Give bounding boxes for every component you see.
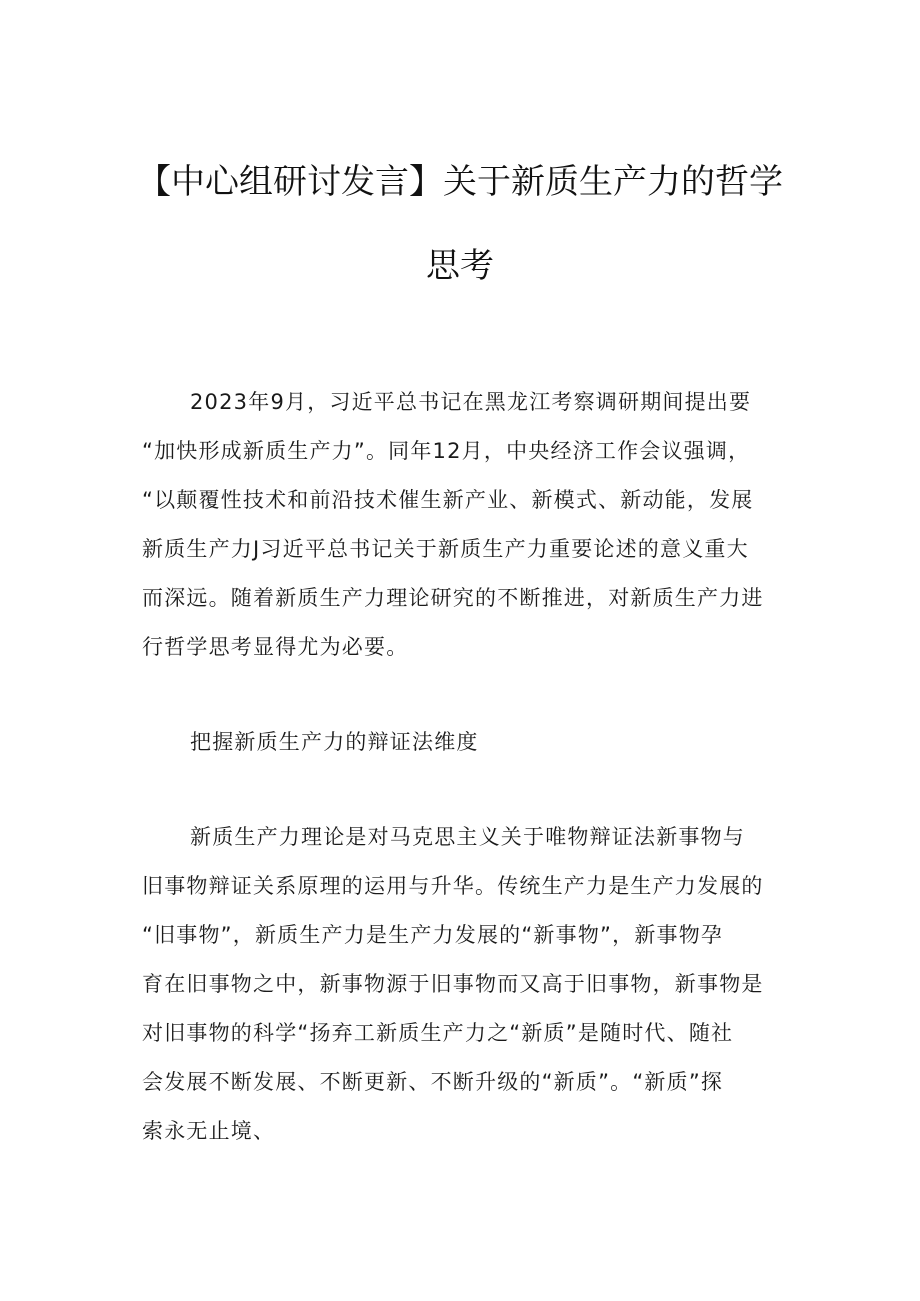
paragraph-line: 而深远。随着新质生产力理论研究的不断推进，对新质生产力进 xyxy=(142,586,764,610)
paragraph-line: 新质生产力J习近平总书记关于新质生产力重要论述的意义重大 xyxy=(142,537,749,561)
paragraph-intro xyxy=(142,378,792,672)
paragraph-line: 育在旧事物之中，新事物源于旧事物而又高于旧事物，新事物是 xyxy=(142,972,764,996)
paragraph-dialectics xyxy=(142,813,792,1156)
paragraph-line: 行哲学思考显得尤为必要。 xyxy=(142,635,409,659)
paragraph-line: “旧事物”，新质生产力是生产力发展的“新事物”，新事物孕 xyxy=(142,923,724,947)
paragraph-line: 对旧事物的科学“扬弃工新质生产力之“新质”是随时代、随社 xyxy=(142,1021,734,1045)
paragraph-line: 2023年9月，习近平总书记在黑龙江考察调研期间提出要 xyxy=(190,390,752,414)
paragraph-line: 会发展不断发展、不断更新、不断升级的“新质”。“新质”探 xyxy=(142,1070,724,1094)
section-heading: 把握新质生产力的辩证法维度 xyxy=(190,730,479,754)
document-title-line-1: 【中心组研讨发言】关于新质生产力的哲学 xyxy=(137,162,783,202)
paragraph-line: 索永无止境、 xyxy=(142,1119,276,1143)
paragraph-line: “加快形成新质生产力”。同年12月，中央经济工作会议强调， xyxy=(142,439,751,463)
paragraph-line: 新质生产力理论是对马克思主义关于唯物辩证法新事物与 xyxy=(190,825,745,849)
paragraph-line: 旧事物辩证关系原理的运用与升华。传统生产力是生产力发展的 xyxy=(142,874,764,898)
paragraph-line: “以颠覆性技术和前沿技术催生新产业、新模式、新动能，发展 xyxy=(142,488,754,512)
document-title-line-2: 思考 xyxy=(426,246,494,286)
